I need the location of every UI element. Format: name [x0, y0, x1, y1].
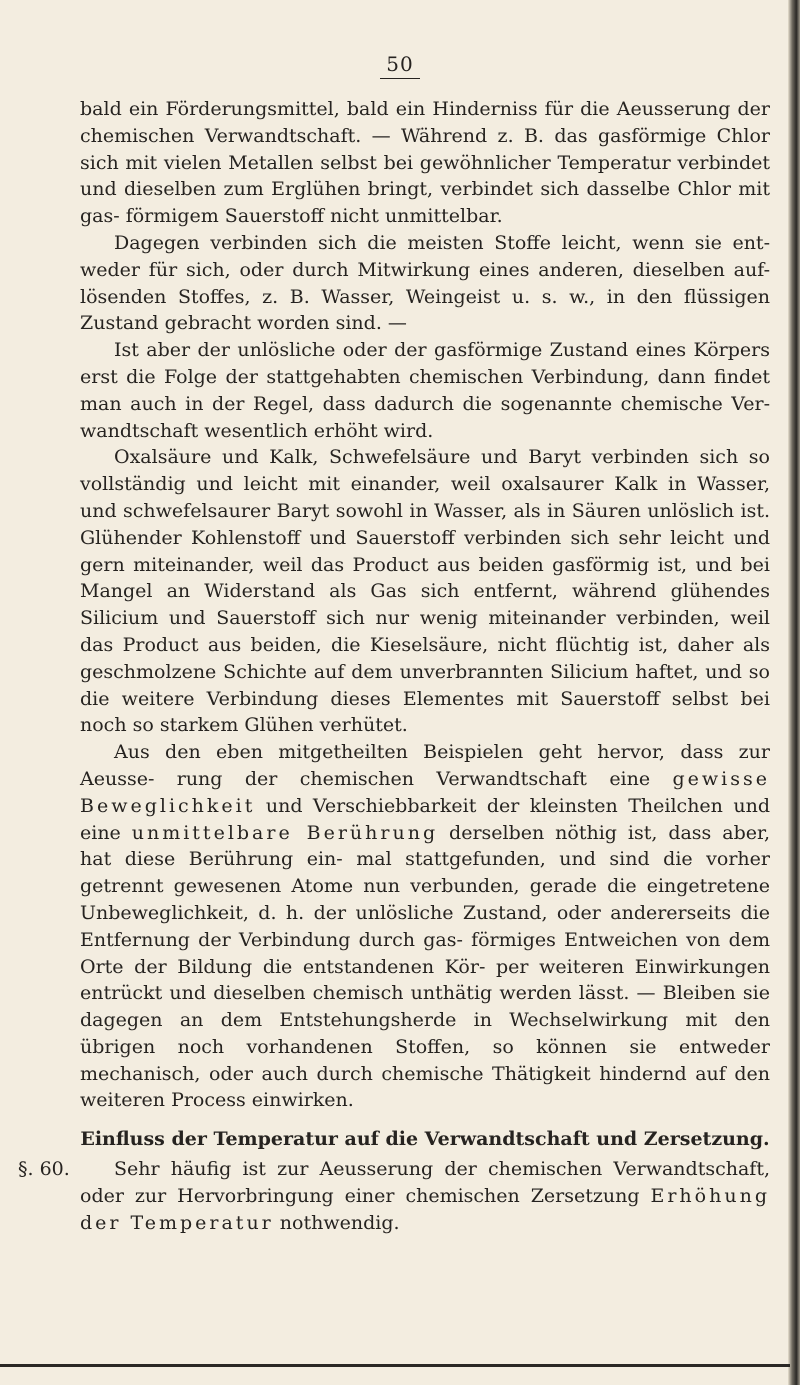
page-number: 50	[0, 52, 800, 79]
paragraph-2: Dagegen verbinden sich die meisten Stoffe leicht, wenn sie ent- weder für sich, oder durch Mitwirkung eines anderen, dieselben auf- lösenden Stoffes, z. B. Wasser, Weingeist u. s. w., in den flüssigen Zustand gebracht worden sind. —	[80, 231, 770, 335]
paragraph-5-text-3: derselben nöthig ist, dass aber, hat diese Berührung ein- mal stattgefunden, und sind die vorher getrennt gewesenen Atome nun verbunden, gerade die eingetretene Unbeweglichkeit, d. h. der unlösliche Zustand, oder andererseits die Entfernung der Verbindung durch gas- förmiges Entweichen von dem Orte der Bildung die entstandenen Kör- per weiteren Einwirkungen entrückt und dieselben chemisch unthätig werden lässt. — Bleiben sie dagegen an dem Entstehungsherde in Wechselwirkung mit den übrigen noch vorhandenen Stoffen, so können sie entweder mechanisch, oder auch durch chemische Thätigkeit hindernd auf den weiteren Process einwirken.	[80, 821, 771, 1112]
section-text-1: Sehr häufig ist zur Aeusserung der chemischen Verwandtschaft, oder zur Hervorbringung einer chemischen Zersetzung	[80, 1158, 770, 1208]
section-paragraph	[18, 1156, 770, 1236]
paragraph-5-text-1: Aus den eben mitgetheilten Beispielen geht hervor, dass zur Aeusse- rung der chemischen Verwandtschaft eine	[80, 741, 770, 790]
emphasis-temperatur: Erhöhung der Temperatur	[80, 1185, 770, 1234]
bottom-edge-line	[0, 1364, 790, 1367]
paragraph-3: Ist aber der unlösliche oder der gasförmige Zustand eines Körpers erst die Folge der stattgehabten chemischen Verbindung, dann findet man auch in der Regel, dass dadurch die sogenannte chemische Ver- wandtschaft wesentlich erhöht wird.	[80, 339, 770, 442]
paragraph-5	[80, 739, 770, 1114]
paragraph-4: Oxalsäure und Kalk, Schwefelsäure und Baryt verbinden sich so vollständig und leicht mit einander, weil oxalsaurer Kalk in Wasser, und schwefelsaurer Baryt sowohl in Wasser, als in Säuren unlöslich ist. Glühender Kohlenstoff und Sauerstoff verbinden sich sehr leicht und gern miteinander, weil das Product aus beiden gasförmig ist, und bei Mangel an Widerstand als Gas sich entfernt, während glühendes Silicium und Sauerstoff sich nur wenig miteinander verbinden, weil das Product aus beiden, die Kieselsäure, nicht flüchtig ist, daher als geschmolzene Schichte auf dem unverbrannten Silicium haftet, und so die weitere Verbindung dieses Elementes mit Sauerstoff selbst bei noch so starkem Glühen verhütet.	[80, 446, 770, 737]
section-number: §. 60.	[18, 1158, 70, 1181]
emphasis-beweglichkeit: gewisse Beweglichkeit	[80, 767, 770, 817]
section-text-2: nothwendig.	[273, 1211, 400, 1234]
paragraph-5-text-2: und Verschiebbarkeit der kleinsten Theilchen und eine	[80, 794, 770, 844]
page-edge-shadow	[788, 0, 800, 1385]
section-heading: Einfluss der Temperatur auf die Verwandtschaft und Zersetzung.	[80, 1128, 770, 1151]
emphasis-beruehrung: unmittelbare Berührung	[131, 821, 439, 844]
main-text	[18, 96, 771, 1237]
paragraph-1: bald ein Förderungsmittel, bald ein Hinderniss für die Aeusserung der chemischen Verwandtschaft. — Während z. B. das gasförmige Chlor sich mit vielen Metallen selbst bei gewöhnlicher Temperatur verbindet und dieselben zum Erglühen bringt, verbindet sich dasselbe Chlor mit gas- förmigem Sauerstoff nicht unmittelbar.	[80, 98, 770, 228]
